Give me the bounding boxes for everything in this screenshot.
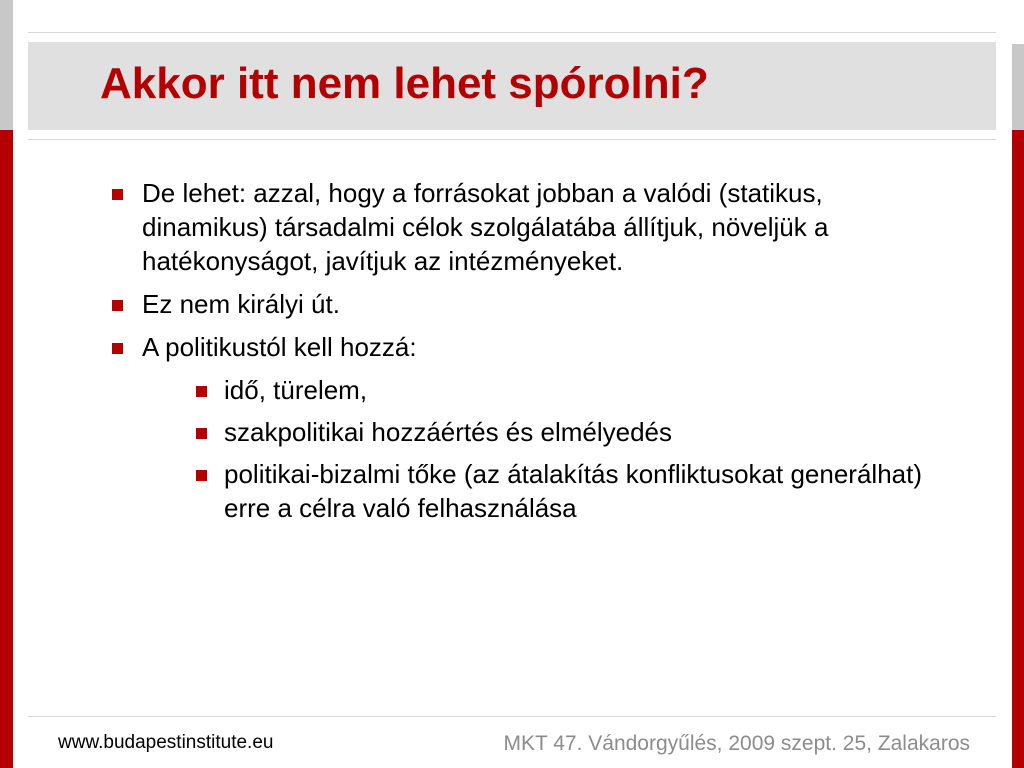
- sub-bullet-text: idő, türelem,: [224, 375, 368, 405]
- bullet-item: [0, 176, 862, 278]
- square-bullet-icon: [112, 300, 123, 311]
- bullet-list: [0, 176, 1024, 533]
- sub-bullet-item: [0, 373, 924, 407]
- bullet-text: De lehet: azzal, hogy a forrásokat jobban a valódi (statikus, dinamikus) társadalmi célok szolgálatába állítjuk, növeljük a hatékonyságot, javítjuk az intézményeket.: [142, 178, 829, 276]
- footer-event: MKT 47. Vándorgyűlés, 2009 szept. 25, Zalakaros: [503, 732, 970, 755]
- footer-website: www.budapestinstitute.eu: [58, 732, 274, 753]
- bullet-item: [0, 287, 862, 321]
- right-accent-bar-grey: [1012, 44, 1024, 130]
- title-divider: [28, 139, 996, 140]
- square-bullet-icon: [196, 470, 207, 481]
- sub-bullet-item: [0, 415, 924, 449]
- sub-bullet-text: politikai-bizalmi tőke (az átalakítás konfliktusokat generálhat) erre a célra való felhasználása: [224, 459, 923, 523]
- sub-bullet-text: szakpolitikai hozzáértés és elmélyedés: [224, 417, 672, 447]
- square-bullet-icon: [196, 428, 207, 439]
- sub-bullet-item: [0, 457, 924, 525]
- footer-divider: [28, 716, 996, 717]
- bullet-text: Ez nem királyi út.: [142, 289, 340, 319]
- square-bullet-icon: [112, 343, 123, 354]
- top-divider: [28, 32, 996, 33]
- left-accent-bar-grey: [0, 0, 13, 130]
- slide-title: Akkor itt nem lehet spórolni?: [100, 59, 709, 108]
- bullet-item: [0, 330, 862, 364]
- square-bullet-icon: [196, 386, 207, 397]
- square-bullet-icon: [112, 189, 123, 200]
- bullet-text: A politikustól kell hozzá:: [142, 332, 417, 362]
